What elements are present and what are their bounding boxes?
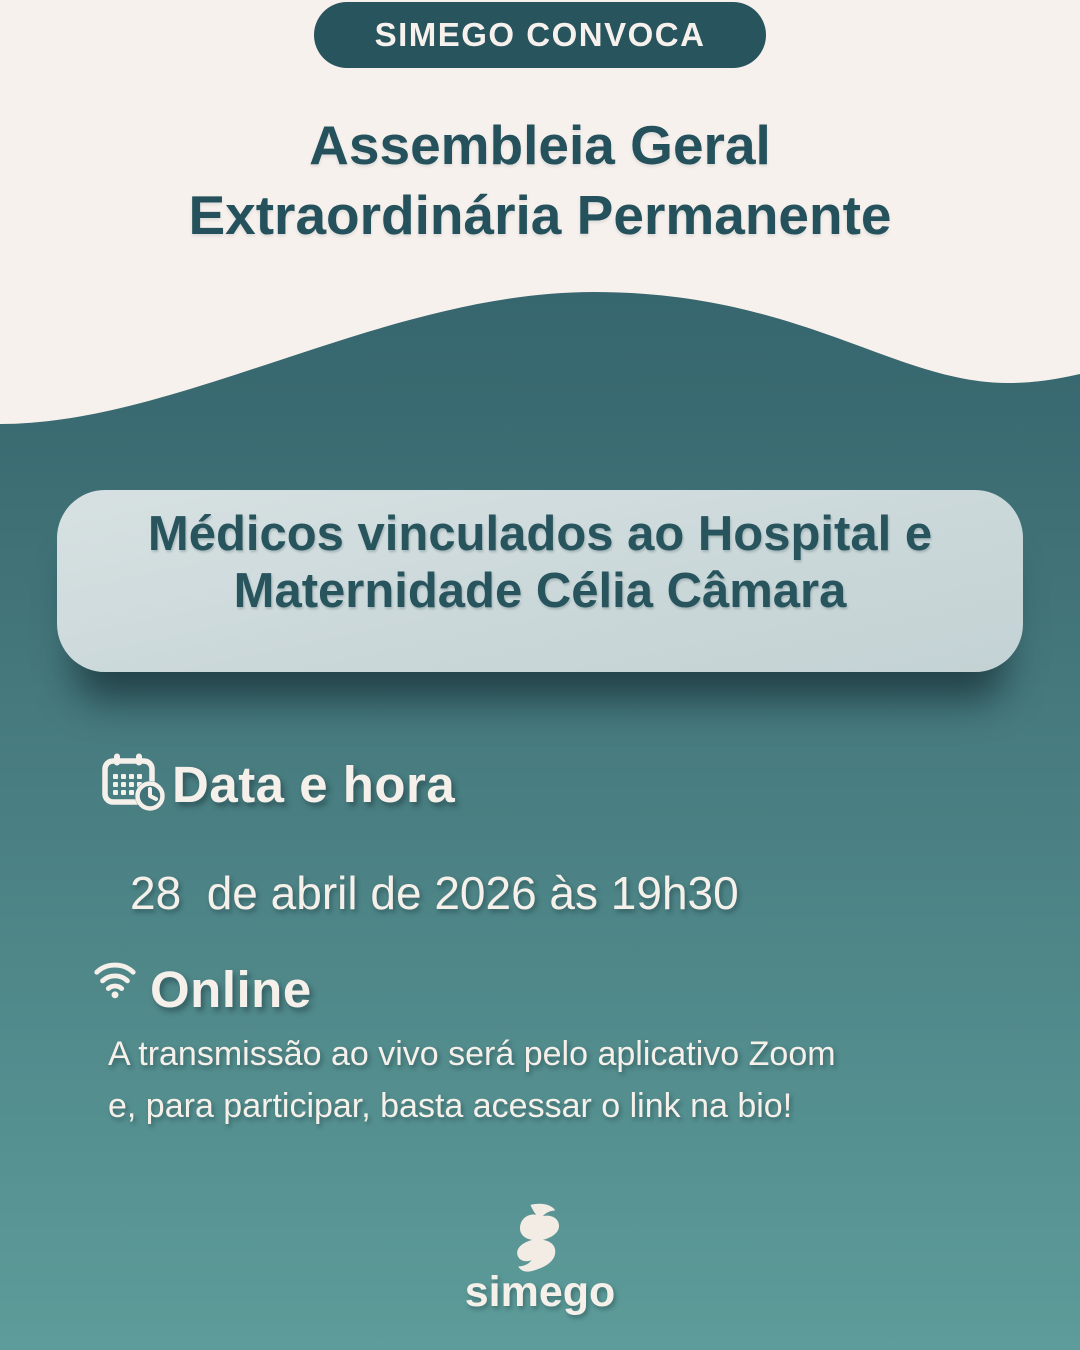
- audience-box: [57, 490, 1023, 672]
- online-description-line1: A transmissão ao vivo será pelo aplicativo Zoom: [108, 1035, 836, 1073]
- simego-s-mark-icon: [508, 1202, 572, 1274]
- online-description-line2: e, para participar, basta acessar o link na bio!: [108, 1087, 793, 1125]
- wifi-icon: [92, 957, 138, 999]
- datetime-value: 28 de abril de 2026 às 19h30: [130, 867, 739, 919]
- simego-wordmark: simego: [464, 1268, 616, 1316]
- datetime-heading: Data e hora: [172, 756, 456, 813]
- page-title-line2: Extraordinária Permanente: [188, 184, 892, 246]
- page-title-line1: Assembleia Geral: [309, 114, 771, 176]
- convoca-badge: [314, 2, 766, 68]
- audience-box-line2: Maternidade Célia Câmara: [233, 564, 847, 618]
- online-heading: Online: [150, 961, 312, 1018]
- online-description: [108, 1028, 836, 1132]
- page-title: [0, 110, 1080, 250]
- audience-box-line1: Médicos vinculados ao Hospital e: [147, 507, 933, 561]
- calendar-clock-icon: [102, 752, 168, 812]
- convoca-badge-label: SIMEGO CONVOCA: [374, 16, 706, 53]
